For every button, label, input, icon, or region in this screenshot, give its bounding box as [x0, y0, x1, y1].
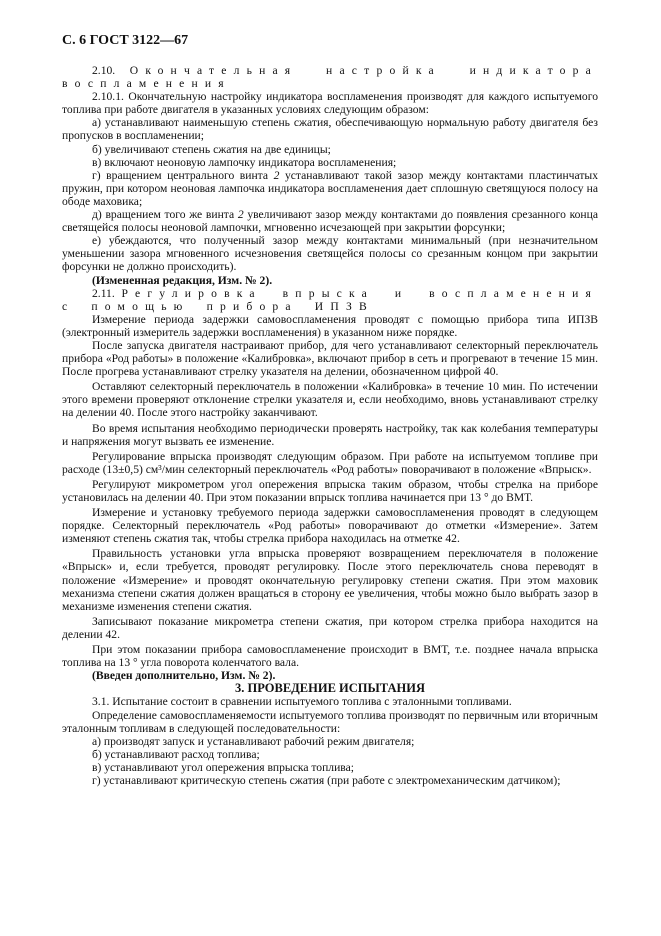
list-item: г) устанавливают критическую степень сжатия (при работе с электромеханическим датчиком); — [92, 773, 561, 787]
section-3-heading: 3. ПРОВЕДЕНИЕ ИСПЫТАНИЯ — [235, 681, 425, 696]
list-item: б) устанавливают расход топлива; — [92, 747, 260, 761]
paragraph: 2.10.1. Окончательную настройку индикатора воспламенения производят для каждого испытуемого топлива при работе двигателя в указанных условиях следующим образом: — [62, 90, 598, 117]
list-item — [62, 208, 598, 234]
section-number: 2.10. — [92, 64, 116, 77]
section-number: 2.11. — [92, 286, 115, 300]
list-item — [62, 169, 598, 208]
paragraph: 3.1. Испытание состоит в сравнении испытуемого топлива с эталонными топливами. — [92, 695, 512, 709]
text: устанавливают такой зазор между контактами пластинчатых пружин, при котором неоновая лампочка индикатора воспламенения дает сплошную светящуюся полосу на ободе маховика; — [62, 168, 598, 208]
paragraph: Регулируют микрометром угол опережения впрыска таким образом, чтобы стрелка на приборе установилась на делении 40. При этом показании впрыск топлива начинается при 13 ° до ВМТ. — [62, 477, 598, 504]
section-title: Окончательная настройка индикатора воспламенения — [62, 64, 598, 91]
paragraph: Оставляют селекторный переключатель в положении «Калибровка» в течение 10 мин. По истечении этого времени проверяют отклонение стрелки указателя и, если необходимо, вновь устанавливают стрелку на делении 40. После этого настройку заканчивают. — [62, 380, 598, 420]
paragraph: Правильность установки угла впрыска проверяют возвращением переключателя в положение «Впрыск» и, если требуется, проводят регулировку. После этого переключатель снова переводят в положение «Измерение» и проводят окончательную регулировку степени сжатия. При этом маховик механизма степени сжатия должен вращаться в сторону ее увеличения, чтобы можно было выбрать зазор в механизме изменения степени сжатия. — [62, 547, 598, 613]
list-item: б) увеличивают степень сжатия на две единицы; — [92, 142, 331, 156]
section-title: Регулировка впрыска и воспламенения с помощью прибора ИПЗВ — [62, 286, 598, 313]
paragraph: При этом показании прибора самовоспламенение происходит в ВМТ, т.е. позднее начала впрыска топлива на 13 ° угла поворота коленчатого вала. — [62, 643, 598, 670]
document-body — [62, 64, 598, 787]
section-2-10-heading — [62, 64, 598, 90]
amendment-note: (Измененная редакция, Изм. № 2). — [92, 273, 273, 287]
list-item: в) устанавливают угол опережения впрыска топлива; — [92, 760, 354, 774]
paragraph: После запуска двигателя настраивают прибор, для чего устанавливают селекторный переключатель прибора «Род работы» в положение «Калибровка», включают прибор в сеть и прогревают в течение 15 мин. После прогрева устанавливают стрелку указателя на делении, обозначенном цифрой 40. — [62, 338, 598, 379]
paragraph: Во время испытания необходимо периодически проверять настройку, так как колебания температуры и напряжения могут вызвать ее изменение. — [62, 421, 598, 448]
section-2-11-heading — [62, 287, 598, 313]
list-item: в) включают неоновую лампочку индикатора воспламенения; — [92, 155, 397, 169]
paragraph: Измерение периода задержки самовоспламенения проводят с помощью прибора типа ИПЗВ (электронный измеритель задержки воспламенения) в указанном ниже порядке. — [62, 312, 598, 339]
amendment-note: (Введен дополнительно, Изм. № 2). — [92, 669, 276, 683]
text: 2 — [237, 208, 244, 222]
text: 2 — [273, 168, 280, 182]
paragraph: Измерение и установку требуемого периода задержки самовоспламенения проводят в следующем порядке. Селекторный переключатель «Род работы» поворачивают до отметки «Измерение». Затем изменяют степень сжатия так, чтобы стрелка прибора находилась на отметке 42. — [62, 506, 598, 546]
page-header: С. 6 ГОСТ 3122—67 — [62, 33, 189, 48]
text: г) вращением центрального винта — [92, 168, 274, 182]
text: д) вращением того же винта — [92, 208, 238, 222]
list-item: е) убеждаются, что полученный зазор между контактами минимальный (при незначительном уменьшении зазора мгновенного исчезновения светящейся полосы со срезанным концом при закрытии форсунки не должно происходить). — [62, 234, 598, 274]
paragraph: Записывают показание микрометра степени сжатия, при котором стрелка прибора находится на делении 42. — [62, 614, 598, 641]
list-item: а) устанавливают наименьшую степень сжатия, обеспечивающую нормальную работу двигателя без пропусков в воспламенении; — [62, 116, 598, 143]
text: увеличивают зазор между контактами до появления срезанного конца светящейся полосы неоновой лампочки, мгновенно исчезающей при закрытии форсунки; — [62, 208, 598, 235]
list-item: а) производят запуск и устанавливают рабочий режим двигателя; — [92, 734, 415, 748]
paragraph: Определение самовоспламеняемости испытуемого топлива производят по первичным или вторичным эталонным топливам в следующей последовательности: — [62, 708, 598, 735]
paragraph: Регулирование впрыска производят следующим образом. При работе на испытуемом топливе при расходе (13±0,5) см³/мин селекторный переключатель «Род работы» поворачивают в положение «Впрыск». — [62, 449, 598, 476]
